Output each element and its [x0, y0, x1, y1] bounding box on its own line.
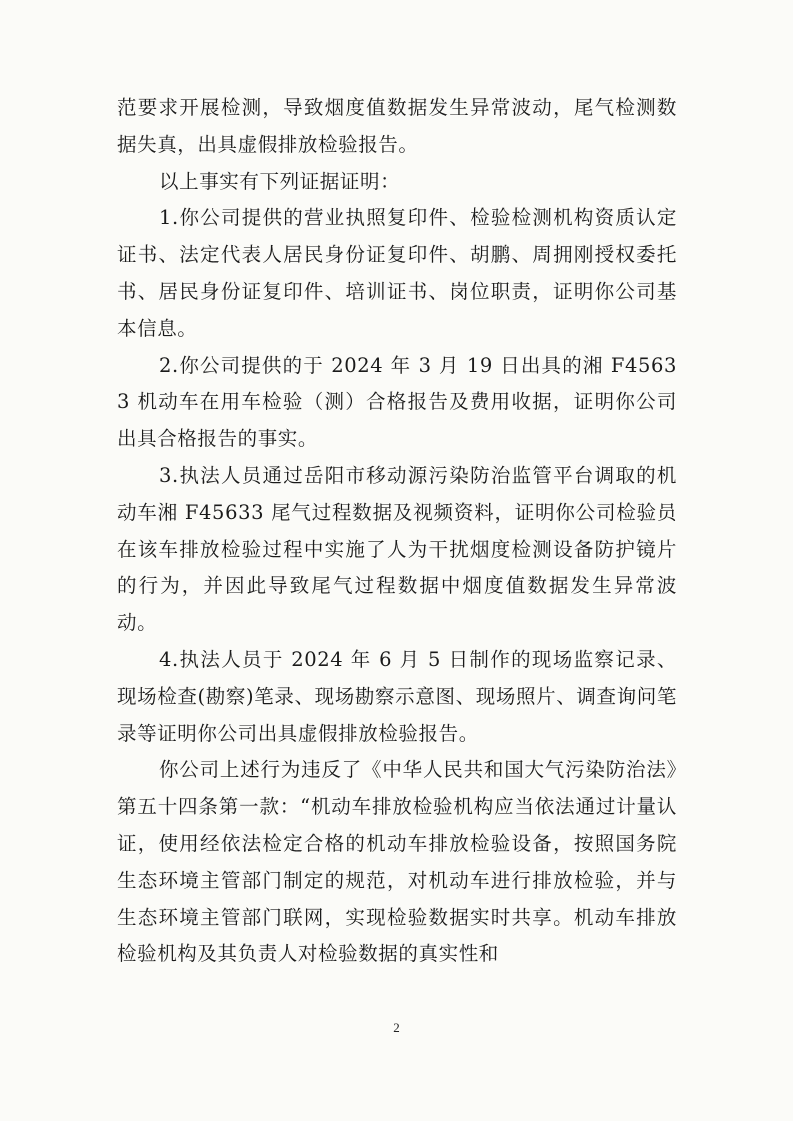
paragraph-continuation: 范要求开展检测，导致烟度值数据发生异常波动，尾气检测数据失真，出具虚假排放检验报告。: [117, 96, 677, 156]
paragraph-evidence-1: 1.你公司提供的营业执照复印件、检验检测机构资质认定证书、法定代表人居民身份证复印件、胡鹏、周拥刚授权委托书、居民身份证复印件、培训证书、岗位职责，证明你公司基本信息。: [117, 206, 677, 340]
paragraph-evidence-2: 2.你公司提供的于 2024 年 3 月 19 日出具的湘 F45633 机动车在用车检验（测）合格报告及费用收据，证明你公司出具合格报告的事实。: [117, 353, 677, 451]
paragraph-violation: 你公司上述行为违反了《中华人民共和国大气污染防治法》第五十四条第一款：“机动车排放检验机构应当依法通过计量认证，使用经依法检定合格的机动车排放检验设备，按照国务院生态环境主管部门制定的规范，对机动车进行排放检验，并与生态环境主管部门联网，实现检验数据实时共享。机动车排放检验机构及其负责人对检验数据的真实性和: [117, 758, 677, 966]
paragraph-evidence-intro: 以上事实有下列证据证明：: [159, 169, 401, 193]
page-number: 2: [393, 1020, 400, 1035]
paragraph-evidence-4: 4.执法人员于 2024 年 6 月 5 日制作的现场监察记录、现场检查(勘察)笔录、现场勘察示意图、现场照片、调查询问笔录等证明你公司出具虚假排放检验报告。: [117, 647, 677, 745]
paragraph-evidence-3: 3.执法人员通过岳阳市移动源污染防治监管平台调取的机动车湘 F45633 尾气过程数据及视频资料，证明你公司检验员在该车排放检验过程中实施了人为干扰烟度检测设备防护镜片的行为，并因此导致尾气过程数据中烟度值数据发生异常波动。: [117, 463, 677, 635]
document-body: [117, 90, 677, 973]
